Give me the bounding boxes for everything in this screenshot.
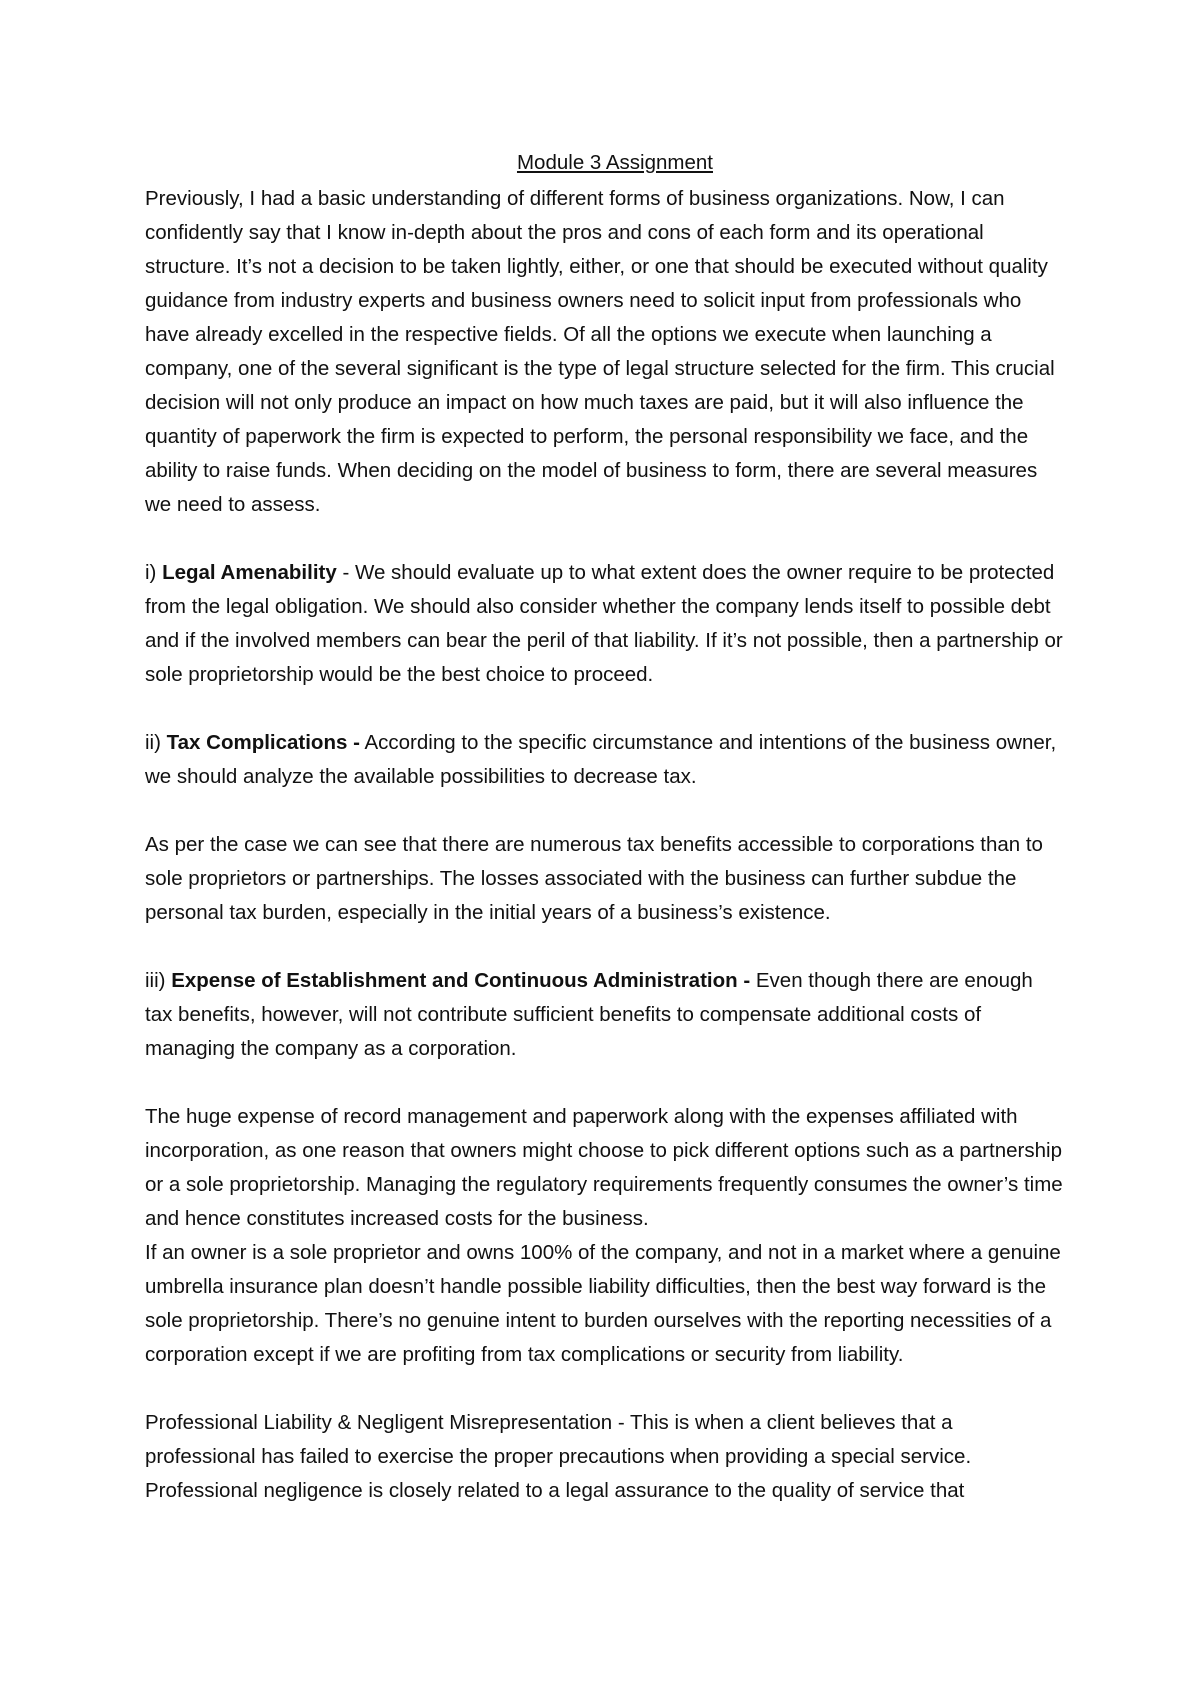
section-body: According to the specific circumstance and intentions of the business owner, we should analyze the available possibilities to decrease tax. — [145, 731, 1057, 788]
page-title: Module 3 Assignment — [516, 151, 713, 174]
professional-liability-paragraph: Professional Liability & Negligent Misrepresentation - This is when a client believes that a professional has failed to exercise the proper precautions when providing a special service. Professional negligence is closely related to a legal assurance to the quality of service that — [145, 1411, 972, 1502]
section-prefix: i) — [145, 561, 163, 584]
section-legal-amenability — [145, 556, 1065, 692]
document-body — [145, 148, 1065, 1508]
section-heading: Expense of Establishment and Continuous Administration - — [171, 969, 751, 992]
section-prefix: iii) — [145, 969, 172, 992]
section-prefix: ii) — [145, 731, 167, 754]
section-body: - We should evaluate up to what extent does the owner require to be protected from the legal obligation. We should also consider whether the company lends itself to possible debt and if the involved members can bear the peril of that liability. If it’s not possible, then a partnership or sole proprietorship would be the best choice to proceed. — [145, 561, 1063, 686]
section-heading: Legal Amenability — [162, 561, 337, 584]
section-body: Even though there are enough tax benefits, however, will not contribute sufficient benefits to compensate additional costs of managing the company as a corporation. — [145, 969, 1033, 1060]
expense-paragraph: The huge expense of record management and paperwork along with the expenses affiliated with incorporation, as one reason that owners might choose to pick different options such as a partnership or a sole proprietorship. Managing the regulatory requirements frequently consumes the owner’s time and hence constitutes increased costs for the business. — [145, 1105, 1063, 1230]
section-heading: Tax Complications - — [166, 731, 360, 754]
intro-paragraph: Previously, I had a basic understanding of different forms of business organizations. Now, I can confidently say that I know in-depth about the pros and cons of each form and its operational structure. It’s not a decision to be taken lightly, either, or one that should be executed without quality guidance from industry experts and business owners need to solicit input from professionals who have already excelled in the respective fields. Of all the options we execute when launching a company, one of the several significant is the type of legal structure selected for the firm. This crucial decision will not only produce an impact on how much taxes are paid, but it will also influence the quantity of paperwork the firm is expected to perform, the personal responsibility we face, and the ability to raise funds. When deciding on the model of business to form, there are several measures we need to assess. — [145, 187, 1055, 516]
owner-paragraph: If an owner is a sole proprietor and owns 100% of the company, and not in a market where a genuine umbrella insurance plan doesn’t handle possible liability difficulties, then the best way forward is the sole proprietorship. There’s no genuine intent to burden ourselves with the reporting necessities of a corporation except if we are profiting from tax complications or security from liability. — [145, 1241, 1061, 1366]
section-tax-complications — [145, 726, 1065, 794]
tax-benefits-paragraph: As per the case we can see that there are numerous tax benefits accessible to corporations than to sole proprietors or partnerships. The losses associated with the business can further subdue the personal tax burden, especially in the initial years of a business’s existence. — [145, 833, 1043, 924]
section-expense-establishment — [145, 964, 1065, 1066]
